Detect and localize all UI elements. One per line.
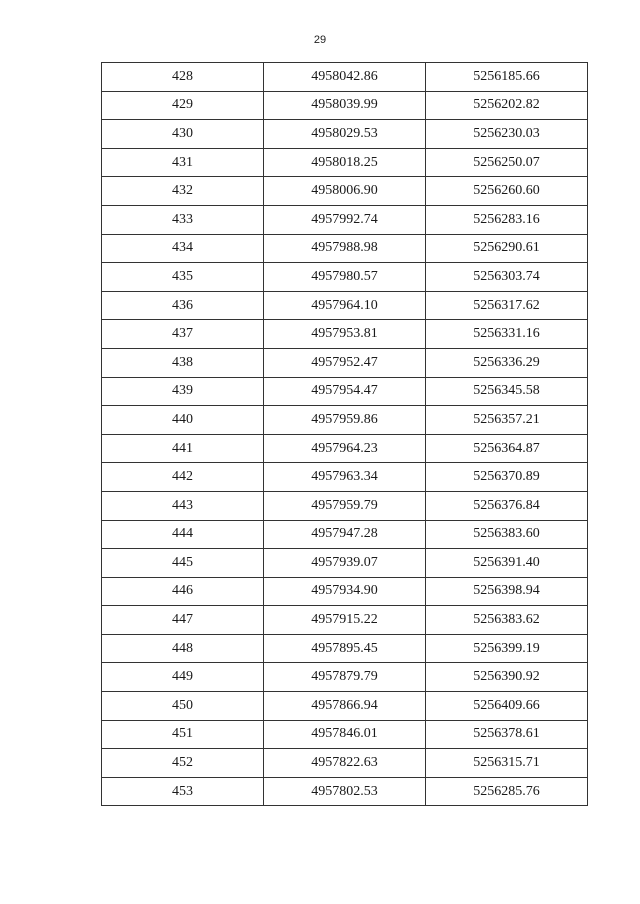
point-number-cell: 430 — [102, 120, 264, 149]
y-coordinate-cell: 5256378.61 — [426, 720, 588, 749]
table-row — [102, 577, 588, 606]
point-number-cell: 448 — [102, 634, 264, 663]
x-coordinate-cell: 4957947.28 — [264, 520, 426, 549]
y-coordinate-cell: 5256250.07 — [426, 148, 588, 177]
point-number-cell: 452 — [102, 749, 264, 778]
x-coordinate-cell: 4957846.01 — [264, 720, 426, 749]
x-coordinate-cell: 4957959.79 — [264, 491, 426, 520]
table-row — [102, 91, 588, 120]
table-row — [102, 692, 588, 721]
table-row — [102, 606, 588, 635]
x-coordinate-cell: 4957822.63 — [264, 749, 426, 778]
x-coordinate-cell: 4958018.25 — [264, 148, 426, 177]
y-coordinate-cell: 5256399.19 — [426, 634, 588, 663]
table-row — [102, 263, 588, 292]
y-coordinate-cell: 5256315.71 — [426, 749, 588, 778]
y-coordinate-cell: 5256370.89 — [426, 463, 588, 492]
y-coordinate-cell: 5256185.66 — [426, 63, 588, 92]
y-coordinate-cell: 5256345.58 — [426, 377, 588, 406]
table-row — [102, 348, 588, 377]
table-row — [102, 463, 588, 492]
y-coordinate-cell: 5256283.16 — [426, 205, 588, 234]
point-number-cell: 428 — [102, 63, 264, 92]
table-row — [102, 234, 588, 263]
point-number-cell: 436 — [102, 291, 264, 320]
table-row — [102, 120, 588, 149]
x-coordinate-cell: 4957988.98 — [264, 234, 426, 263]
point-number-cell: 443 — [102, 491, 264, 520]
point-number-cell: 438 — [102, 348, 264, 377]
table-row — [102, 177, 588, 206]
y-coordinate-cell: 5256202.82 — [426, 91, 588, 120]
table-row — [102, 663, 588, 692]
x-coordinate-cell: 4958006.90 — [264, 177, 426, 206]
point-number-cell: 449 — [102, 663, 264, 692]
y-coordinate-cell: 5256230.03 — [426, 120, 588, 149]
x-coordinate-cell: 4957959.86 — [264, 406, 426, 435]
point-number-cell: 440 — [102, 406, 264, 435]
x-coordinate-cell: 4957939.07 — [264, 549, 426, 578]
x-coordinate-cell: 4957953.81 — [264, 320, 426, 349]
y-coordinate-cell: 5256398.94 — [426, 577, 588, 606]
y-coordinate-cell: 5256336.29 — [426, 348, 588, 377]
y-coordinate-cell: 5256331.16 — [426, 320, 588, 349]
point-number-cell: 444 — [102, 520, 264, 549]
point-number-cell: 431 — [102, 148, 264, 177]
table-row — [102, 520, 588, 549]
y-coordinate-cell: 5256409.66 — [426, 692, 588, 721]
x-coordinate-cell: 4957964.10 — [264, 291, 426, 320]
x-coordinate-cell: 4957879.79 — [264, 663, 426, 692]
y-coordinate-cell: 5256383.60 — [426, 520, 588, 549]
point-number-cell: 434 — [102, 234, 264, 263]
x-coordinate-cell: 4957992.74 — [264, 205, 426, 234]
x-coordinate-cell: 4957963.34 — [264, 463, 426, 492]
point-number-cell: 450 — [102, 692, 264, 721]
x-coordinate-cell: 4958029.53 — [264, 120, 426, 149]
point-number-cell: 433 — [102, 205, 264, 234]
y-coordinate-cell: 5256260.60 — [426, 177, 588, 206]
point-number-cell: 447 — [102, 606, 264, 635]
table-row — [102, 320, 588, 349]
point-number-cell: 437 — [102, 320, 264, 349]
table-row — [102, 749, 588, 778]
point-number-cell: 435 — [102, 263, 264, 292]
point-number-cell: 445 — [102, 549, 264, 578]
x-coordinate-cell: 4957952.47 — [264, 348, 426, 377]
table-row — [102, 63, 588, 92]
y-coordinate-cell: 5256364.87 — [426, 434, 588, 463]
point-number-cell: 439 — [102, 377, 264, 406]
table-row — [102, 205, 588, 234]
x-coordinate-cell: 4957915.22 — [264, 606, 426, 635]
point-number-cell: 432 — [102, 177, 264, 206]
y-coordinate-cell: 5256391.40 — [426, 549, 588, 578]
x-coordinate-cell: 4957964.23 — [264, 434, 426, 463]
y-coordinate-cell: 5256390.92 — [426, 663, 588, 692]
y-coordinate-cell: 5256357.21 — [426, 406, 588, 435]
y-coordinate-cell: 5256285.76 — [426, 777, 588, 806]
y-coordinate-cell: 5256317.62 — [426, 291, 588, 320]
x-coordinate-cell: 4957895.45 — [264, 634, 426, 663]
x-coordinate-cell: 4957866.94 — [264, 692, 426, 721]
x-coordinate-cell: 4958042.86 — [264, 63, 426, 92]
coordinates-table — [101, 62, 588, 806]
table-row — [102, 406, 588, 435]
table-row — [102, 549, 588, 578]
y-coordinate-cell: 5256303.74 — [426, 263, 588, 292]
y-coordinate-cell: 5256290.61 — [426, 234, 588, 263]
point-number-cell: 451 — [102, 720, 264, 749]
table-row — [102, 720, 588, 749]
point-number-cell: 446 — [102, 577, 264, 606]
table-row — [102, 148, 588, 177]
table-row — [102, 291, 588, 320]
point-number-cell: 429 — [102, 91, 264, 120]
table-row — [102, 377, 588, 406]
y-coordinate-cell: 5256376.84 — [426, 491, 588, 520]
table-row — [102, 434, 588, 463]
point-number-cell: 442 — [102, 463, 264, 492]
table-row — [102, 777, 588, 806]
x-coordinate-cell: 4958039.99 — [264, 91, 426, 120]
coordinates-table-body — [102, 63, 588, 806]
table-row — [102, 491, 588, 520]
x-coordinate-cell: 4957980.57 — [264, 263, 426, 292]
x-coordinate-cell: 4957954.47 — [264, 377, 426, 406]
point-number-cell: 453 — [102, 777, 264, 806]
table-row — [102, 634, 588, 663]
x-coordinate-cell: 4957802.53 — [264, 777, 426, 806]
y-coordinate-cell: 5256383.62 — [426, 606, 588, 635]
page-number: 29 — [313, 34, 327, 46]
x-coordinate-cell: 4957934.90 — [264, 577, 426, 606]
point-number-cell: 441 — [102, 434, 264, 463]
